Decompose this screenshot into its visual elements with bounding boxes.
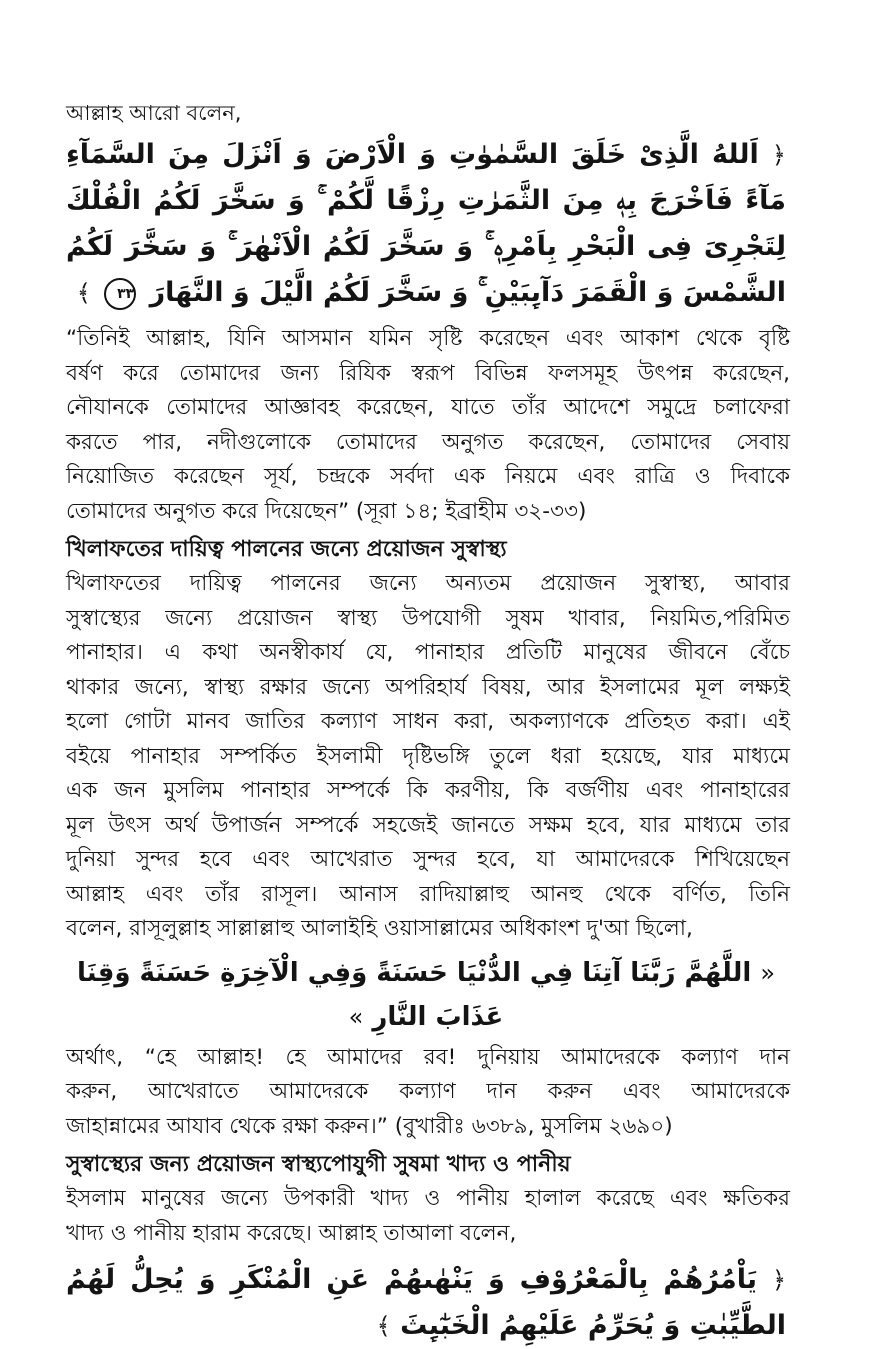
text-line: থাকার জন্যে, স্বাস্থ্য রক্ষার জন্যে অপরিহার্য বিষয়, আর ইসলামের মূল লক্ষ্যই xyxy=(66,674,790,700)
translation-dua xyxy=(66,1041,790,1145)
text-line: তোমাদের অনুগত করে দিয়েছেন” (সূরা ১৪; ইব্রাহীম ৩২-৩৩) xyxy=(66,498,587,524)
text-line: নৌযানকে তোমাদের আজ্ঞাবহ করেছেন, যাতে তাঁর আদেশে সমুদ্রে চলাফেরা xyxy=(66,395,790,420)
text-line: মূল উৎস অর্থ উপার্জন সম্পর্কে সহজেই জানতে সক্ষম হবে, যার মাধ্যমে তার xyxy=(66,812,790,838)
translation-ibrahim xyxy=(66,322,790,529)
text-line: অর্থাৎ, “হে আল্লাহ! হে আমাদের রব! দুনিয়ায় আমাদেরকে কল্যাণ দান xyxy=(66,1044,790,1070)
text-line: নিয়োজিত করেছেন সূর্য, চন্দ্রকে সর্বদা এক নিয়মে এবং রাত্রি ও দিবাকে xyxy=(66,464,790,489)
text-line: খিলাফতের দায়িত্ব পালনের জন্যে অন্যতম প্রয়োজন সুস্বাস্থ্য, আবার xyxy=(66,571,790,596)
verse-close-bracket: ﴾ xyxy=(376,1312,391,1340)
dua-arabic xyxy=(66,951,790,1039)
verse-text: یَاْمُرُهُمْ بِالْمَعْرُوْفِ وَ یَنْهٰىهُمْ عَنِ الْمُنْكَرِ وَ یُحِلُّ لَهُمُ الطَّیِّبٰتِ وَ یُحَرِّمُ عَلَیْهِمُ الْخَبٰٓىِٕثَ xyxy=(66,1264,786,1341)
paragraph-food xyxy=(66,1182,790,1251)
dua-close-quote: » xyxy=(348,1002,364,1031)
text-line: সুস্বাস্থ্যের জন্যে প্রয়োজন স্বাস্থ্য উপযোগী সুষম খাবার, নিয়মিত,পরিমিত xyxy=(66,605,790,631)
quran-verse-araf xyxy=(66,1257,790,1349)
text-line: হলো গোটা মানব জাতির কল্যাণ সাধন করা, অকল্যাণকে প্রতিহত করা। এই xyxy=(66,709,790,734)
text-line: ইসলাম মানুষের জন্যে উপকারী খাদ্য ও পানীয় হালাল করেছে এবং ক্ষতিকর xyxy=(66,1186,790,1211)
ayah-number-medallion: ٣٣ xyxy=(104,278,136,310)
verse-close-bracket: ﴾ xyxy=(76,279,91,307)
text-line: বলেন, রাসূলুল্লাহ সাল্লাল্লাহু আলাইহি ওয়াসাল্লামের অধিকাংশ দু'আ ছিলো, xyxy=(66,916,693,941)
verse-open-bracket: ﴿ xyxy=(771,141,786,169)
text-line: করুন, আখেরাতে আমাদেরকে কল্যাণ দান করুন এবং আমাদেরকে xyxy=(66,1079,790,1104)
quran-verse-ibrahim xyxy=(66,132,790,316)
verse-open-bracket: ﴿ xyxy=(771,1266,786,1294)
text-line: পানাহার। এ কথা অনস্বীকার্য যে, পানাহার প্রতিটি মানুষের জীবনে বেঁচে xyxy=(66,640,790,665)
dua-text: اللَّهُمَّ رَبَّنَا آتِنَا فِي الدُّنْيَا حَسَنَةً وَفِي الْآخِرَةِ حَسَنَةً وَقِنَا عَذَابَ النَّارِ xyxy=(76,957,752,1032)
text-line: এক জন মুসলিম পানাহার সম্পর্কে কি করণীয়, কি বর্জণীয় এবং পানাহারের xyxy=(66,778,790,803)
text-line: জাহান্নামের আযাব থেকে রক্ষা করুন।” (বুখারীঃ ৬৩৮৯, মুসলিম ২৬৯০) xyxy=(66,1113,673,1139)
text-line: খাদ্য ও পানীয় হারাম করেছে। আল্লাহ তাআলা বলেন, xyxy=(66,1220,517,1246)
paragraph-health xyxy=(66,567,790,947)
intro-line: আল্লাহ আরো বলেন, xyxy=(66,101,242,125)
section-heading-food: সুস্বাস্থ্যের জন্য প্রয়োজন স্বাস্থ্যপোযুগী সুষমা খাদ্য ও পানীয় xyxy=(66,1152,571,1177)
text-line: “তিনিই আল্লাহ, যিনি আসমান যমিন সৃষ্টি করেছেন এবং আকাশ থেকে বৃষ্টি xyxy=(66,326,790,351)
verse-text: اَللهُ الَّذِیْ خَلَقَ السَّمٰوٰتِ وَ الْاَرْضَ وَ اَنْزَلَ مِنَ السَّمَآءِ مَآءً فَاَخْرَجَ بِهٖ مِنَ الثَّمَرٰتِ رِزْقًا لَّكُمْ ۚ وَ سَخَّرَ لَكُمُ الْفُلْكَ لِتَجْرِیَ فِی الْبَحْرِ بِاَمْرِهٖ ۚ وَ سَخَّرَ لَكُمُ الْاَنْهٰرَ ۚ وَ سَخَّرَ لَكُمُ الشَّمْسَ وَ الْقَمَرَ دَآىِٕبَیْنِ ۚ وَ سَخَّرَ لَكُمُ الَّیْلَ وَ النَّهَارَ xyxy=(66,139,786,308)
text-line: করতে পার, নদীগুলোকে তোমাদের অনুগত করেছেন, তোমাদের সেবায় xyxy=(66,429,790,455)
dua-open-quote: « xyxy=(760,958,776,987)
section-heading-health: খিলাফতের দায়িত্ব পালনের জন্যে প্রয়োজন সুস্বাস্থ্য xyxy=(66,537,507,562)
text-line: আল্লাহ এবং তাঁর রাসূল। আনাস রাদিয়াল্লাহু আনহু থেকে বর্ণিত, তিনি xyxy=(66,881,790,907)
text-line: দুনিয়া সুন্দর হবে এবং আখেরাত সুন্দর হবে, যা আমাদেরকে শিখিয়েছেন xyxy=(66,847,790,872)
text-line: বইয়ে পানাহার সম্পর্কিত ইসলামী দৃষ্টিভঙ্গি তুলে ধরা হয়েছে, যার মাধ্যমে xyxy=(66,743,790,769)
text-line: বর্ষণ করে তোমাদের জন্য রিযিক স্বরূপ বিভিন্ন ফলসমূহ উৎপন্ন করেছেন, xyxy=(66,360,790,386)
